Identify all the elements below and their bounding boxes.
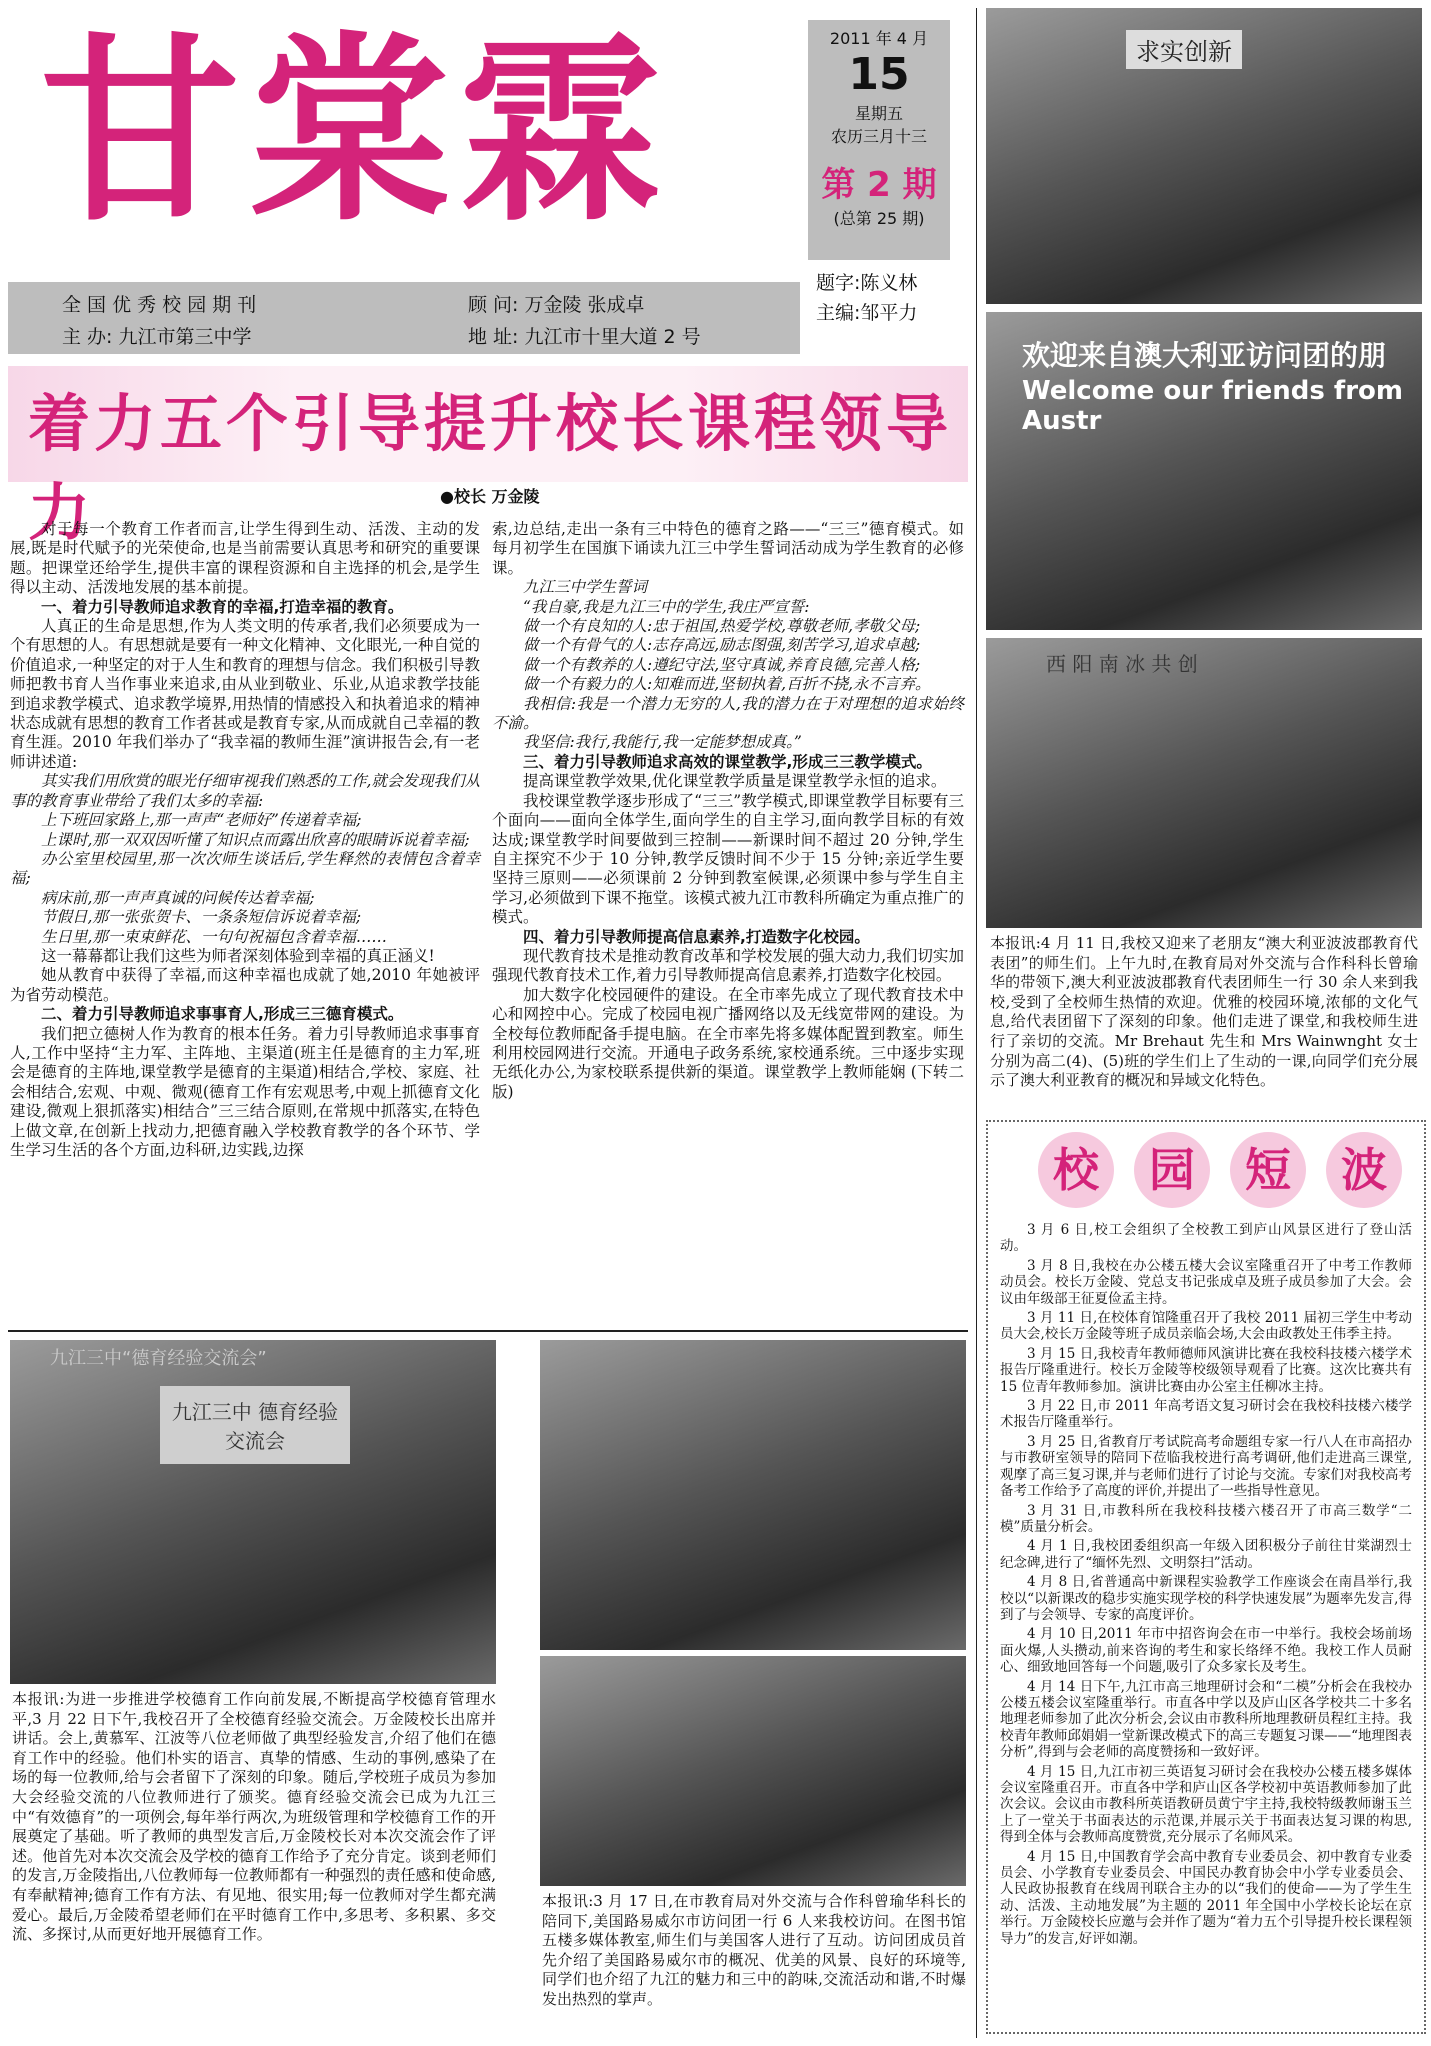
column-divider [976,8,977,2038]
title-char: 短 [1230,1132,1306,1208]
campus-news-box [986,1120,1426,2034]
oath-line: “我自豪,我是九江三中的学生,我庄严宣誓: [523,597,810,616]
oath-line: 做一个有教养的人:遵纪守法,坚守真诚,养育良德,完善人格; [523,655,921,674]
caption-text: 本报讯:为进一步推进学校德育工作向前发展,不断提高学校德育管理水平,3 月 22 日下午,我校召开了全校德育经验交流会。万金陵校长出席并讲话。会上,黄慕军、江波等八位老师做了典型经验发言,介绍了他们在德育工作中的经验。他们朴实的语言、真挚的情感、生动的事例,感染了在场的每一位教师,给与会者留下了深刻的印象。随后,学校班子成员为参加大会经验交流的八位教师进行了颁奖。德育经验交流会已成为九江三中“有效德育”的一项例会,每年举行两次,为班级管理和学校德育工作的开展奠定了基础。听了教师的典型发言后,万金陵校长对本次交流会作了评述。他首先对本次交流会及学校的德育工作给予了充分肯定。谈到老师们的发言,万金陵指出,八位教师每一位教师都有一种强烈的责任感和使命感,有奉献精神;德育工作有方法、有见地、很实用;每一位教师对学生都充满爱心。最后,万金陵希望老师们在平时德育工作中,多思考、多积累、多交流、多探讨,从而更好地开展德育工作。 [12,1690,496,1944]
editor-info [816,268,966,328]
quote-line: 上下班回家路上,那一声声“老师好”传递着幸福; [41,811,362,830]
news-item: 3 月 25 日,省教育厅考试院高考命题组专家一行八人在市高招办与市教研室领导的陪同下莅临我校进行高考调研,他们走进高三课堂,观摩了高三复习课,并与老师们进行了讨论与交流。专家们对我校高考备考工作给予了高度的评价,并提出了一些指导性意见。 [1000,1433,1412,1500]
campus-news-list [1000,1222,1412,1950]
news-item: 3 月 15 日,我校青年教师德师风演讲比赛在我校科技楼六楼学术报告厅隆重进行。校长万金陵等校级领导观看了比赛。这次比赛共有 15 位青年教师参加。演讲比赛由办公室主任柳冰主持。 [1000,1345,1412,1395]
paragraph: 我校课堂教学逐步形成了“三三”教学模式,即课堂教学目标要有三个面向——面向全体学生,面向学生的自主学习,面向教学目标的有效达成;课堂教学时间要做到三控制——新课时间不超过 20 分钟,学生自主探究不少于 10 分钟,教学反馈时间不少于 15 分钟;亲近学生要坚持三原则——必须课前 2 分钟到教室候课,必须课中参与学生自主学习,必须做到下课不拖堂。该模式被九江市教科所确定为重点推广的模式。 [492,791,964,927]
news-item: 3 月 11 日,在校体育馆隆重召开了我校 2011 届初三学生中考动员大会,校长万金陵等班子成员亲临会场,大会由政教处王伟季主持。 [1000,1310,1412,1343]
paragraph: 索,边总结,走出一条有三中特色的德育之路——“三三”德育模式。如每月初学生在国旗下诵读九江三中学生誓词活动成为学生教育的必修课。 [492,520,964,577]
photo-us-delegation-classroom [540,1340,966,1650]
info-host: 主 办: 九江市第三中学 [62,326,252,348]
welcome-banner-en: Welcome our friends from Austr [1022,376,1404,436]
news-item: 4 月 1 日,我校团委组织高一年级入团积极分子前往甘棠湖烈士纪念碑,进行了“缅怀先烈、文明祭扫”活动。 [1000,1538,1412,1571]
paragraph: 现代教育技术是推动教育改革和学校发展的强大动力,我们切实加强现代教育技术工作,着力引导教师提高信息素养,打造数字化校园。 [492,946,964,985]
oath-line: 做一个有骨气的人:志存高远,励志图强,刻苦学习,追求卓越; [523,636,921,655]
info-address: 地 址: 九江市十里大道 2 号 [468,326,701,348]
news-item: 4 月 15 日,九江市初三英语复习研讨会在我校办公楼五楼多媒体会议室隆重召开。市直各中学和庐山区各学校初中英语教师参加了此次会议。会议由市教科所英语教研员黄宁宇主持,我校特级教师谢玉兰上了一堂关于书面表达的示范课,并展示关于书面表达复习课的构思,得到全体与会教师高度赞赏,充分展示了名师风采。 [1000,1763,1412,1846]
article-column-1 [10,520,480,1160]
paragraph: 对于每一个教育工作者而言,让学生得到生动、活泼、主动的发展,既是时代赋予的光荣使命,也是当前需要认真思考和研究的重要课题。把课堂还给学生,提供丰富的课程资源和自主选择的机会,是学生得以主动、活泼地发展的基本前提。 [10,520,480,597]
paragraph: 她从教育中获得了幸福,而这种幸福也成就了她,2010 年她被评为省劳动模范。 [10,966,480,1004]
info-advisors: 顾 问: 万金陵 张成卓 [468,294,645,316]
welcome-banner-cn: 欢迎来自澳大利亚访问团的朋 [1022,339,1387,372]
title-char: 园 [1134,1132,1210,1208]
blackboard-text: 西 阳 南 冰 共 创 [1046,652,1198,676]
caption-australia [990,934,1418,1091]
section-heading: 一、着力引导教师追求教育的幸福,打造幸福的教育。 [41,597,404,616]
title-char: 波 [1326,1132,1402,1208]
section-heading: 二、着力引导教师追求事事育人,形成三三德育模式。 [41,1005,404,1024]
news-item: 4 月 14 日下午,九江市高三地理研讨会和“二模”分析会在我校办公楼五楼会议室隆重举行。市直各中学以及庐山区各学校共二十多名地理老师参加了此次分析会,会议由市教科所地理教研员程红主持。我校青年教师邱娟娟一堂新课改模式下的高三专题复习课——“地理图表分析”,得到与会老师的高度赞扬和一致好评。 [1000,1678,1412,1761]
section-heading: 四、着力引导教师提高信息素养,打造数字化校园。 [523,927,870,946]
paragraph: 提高课堂教学效果,优化课堂教学质量是课堂教学永恒的追求。 [523,772,947,791]
news-item: 3 月 31 日,市教科所在我校科技楼六楼召开了市高三数学“二模”质量分析会。 [1000,1502,1412,1535]
news-item: 4 月 10 日,2011 年市中招咨询会在市一中举行。我校会场前场面火爆,人头攒动,前来咨询的考生和家长络绎不绝。我校工作人员耐心、细致地回答每一个问题,吸引了众多家长及考生。 [1000,1626,1412,1676]
headline: 着力五个引导提升校长课程领导力 [28,387,953,549]
info-bar [8,282,800,354]
photo-moral-conference [10,1340,496,1684]
caption-moral [12,1690,496,1945]
article-column-2 [492,520,964,1102]
paragraph: 我们把立德树人作为教育的根本任务。着力引导教师追求事事育人,工作中坚持“主力军、主阵地、主渠道(班主任是德育的主力军,班会是德育的主阵地,课堂教学是德育的主渠道)相结合,学校、家庭、社会相结合,宏观、中观、微观(德育工作有宏观思考,中观上抓德育文化建设,微观上狠抓落实)相结合”三三结合原则,在常规中抓落实,在特色上做文章,在创新上找动力,把德育融入学校教育教学的各个环节、学生学习生活的各个方面,边科研,边实践,边探 [10,1024,480,1159]
oath-line: 我坚信:我行,我能行,我一定能梦想成真。” [523,733,802,752]
calligraphy-credit: 题字:陈义林 [816,272,918,294]
date-lunar: 农历三月十三 [830,127,927,146]
info-type: 全 国 优 秀 校 园 期 刊 [62,294,257,316]
date-day: 15 [848,49,910,100]
oath-line: 做一个有良知的人:忠于祖国,热爱学校,尊敬老师,孝敬父母; [523,617,921,636]
campus-news-title [1038,1132,1422,1208]
quote-line: 上课时,那一双双因听懂了知识点而露出欣喜的眼睛诉说着幸福; [41,830,470,849]
date-box [808,20,950,260]
newspaper-title: 甘棠霖 [40,16,671,249]
caption-text: 本报讯:4 月 11 日,我校又迎来了老朋友“澳大利亚波波郡教育代表团”的师生们。上午九时,在教育局对外交流与合作科科长曾瑜华的带领下,澳大利亚波波郡教育代表团师生一行 30 余人来到我校,受到了全校师生热情的欢迎。优雅的校园环境,浓郁的文化气息,给代表团留下了深刻的印象。他们走进了课堂,和我校师生进行了亲切的交流。Mr Brehaut 先生和 Mrs Wainwnght 女士分别为高二(4)、(5)班的学生们上了生动的一课,向同学们充分展示了澳大利亚教育的概况和异域文化特色。 [990,934,1418,1090]
section-heading: 三、着力引导教师追求高效的课堂教学,形成三三教学模式。 [523,752,932,771]
photo-welcome-delegation [986,312,1422,630]
oath-line: 做一个有毅力的人:知难而进,坚韧执着,百折不挠,永不言弃。 [523,675,931,694]
caption-usa [542,1892,966,2010]
masthead [40,8,780,278]
photo-us-delegation-hall [540,1656,966,1886]
caption-text: 本报讯:3 月 17 日,在市教育局对外交流与合作科曾瑜华科长的陪同下,美国路易威尔市访问团一行 6 人来我校访问。在图书馆五楼多媒体教室,师生们与美国客人进行了互动。访问团成员首先介绍了美国路易威尔市的概况、优美的风景、良好的环境等,同学们也介绍了九江的魅力和三中的韵味,交流活动和谐,不时爆发出热烈的掌声。 [542,1892,966,2008]
photo-banner: 求实创新 [1126,30,1242,69]
date-year-month: 2011 年 4 月 [829,29,929,48]
quote-line: 其实我们用欣赏的眼光仔细审视我们熟悉的工作,就会发现我们从事的教育事业带给了我们太多的幸福: [10,772,480,810]
quote-line: 生日里,那一束束鲜花、一句句祝福包含着幸福…… [41,927,387,946]
paragraph: 加大数字化校园硬件的建设。在全市率先成立了现代教育技术中心和网控中心。完成了校园电视广播网络以及无线宽带网的建设。为全校每位教师配备手提电脑。在全市率先将多媒体配置到教室。师生利用校园网进行交流。开通电子政务系统,家校通系统。三中逐步实现无纸化办公,为家校联系提供新的渠道。课堂教学上教师能娴 (下转二版) [492,985,964,1101]
title-char: 校 [1038,1132,1114,1208]
issue-total: (总第 25 期) [833,209,925,228]
news-item: 3 月 8 日,我校在办公楼五楼大会议室隆重召开了中考工作教师动员会。校长万金陵、党总支书记张成卓及班子成员参加了大会。会议由年级部王征夏俭孟主持。 [1000,1257,1412,1307]
date-weekday: 星期五 [854,104,903,123]
paragraph: 人真正的生命是思想,作为人类文明的传承者,我们必须要成为一个有思想的人。有思想就是要有一种文化精神、文化眼光,一种自觉的价值追求,一种坚定的对于人生和教育的理想与信念。我们积极引导教师把教书育人当作事业来追求,由从业到敬业、乐业,从追求教学技能到追求教学模式、追求教学境界,用热情的情感投入和执着追求的精神状态成就有思想的教育工作者甚或是教育专家,从而成就自己幸福的教育生涯。2010 年我们举办了“我幸福的教师生涯”演讲报告会,有一老师讲述道: [10,617,480,771]
photo-classroom-visit [986,8,1422,304]
quote-line: 办公室里校园里,那一次次师生谈话后,学生释然的表情包含着幸福; [10,849,480,888]
photo-banner: 九江三中“德育经验交流会” [50,1348,267,1369]
paragraph: 这一幕幕都让我们这些为师者深刻体验到幸福的真正涵义! [41,946,435,965]
photo-sign: 九江三中 德育经验交流会 [160,1386,350,1464]
news-item: 4 月 15 日,中国教育学会高中教育专业委员会、初中教育专业委员会、小学教育专业委员会、中国民办教育协会中小学专业委员会、人民政协报教育在线周刊联合主办的以“我们的使命——为了学生生动、活泼、主动地发展”为主题的 2011 年全国中小学校长论坛在京举行。万金陵校长应邀与会并作了题为“着力五个引导提升校长课程领导力”的发言,好评如潮。 [1000,1848,1412,1947]
news-item: 3 月 6 日,校工会组织了全校教工到庐山风景区进行了登山活动。 [1000,1222,1412,1255]
photo-australian-teacher [986,638,1422,928]
issue-number: 第 2 期 [821,165,937,205]
news-item: 4 月 8 日,省普通高中新课程实验教学工作座谈会在南昌举行,我校以“以新课改的稳步实施实现学校的科学快速发展”为题率先发言,得到了与会领导、专家的高度评价。 [1000,1574,1412,1623]
section-divider [8,1330,968,1332]
oath-line: 我相信:我是一个潜力无穷的人,我的潜力在于对理想的追求始终不渝。 [492,694,964,733]
oath-title: 九江三中学生誓词 [523,578,648,597]
quote-line: 病床前,那一声声真诚的问候传达着幸福; [41,888,315,907]
news-item: 3 月 22 日,市 2011 年高考语文复习研讨会在我校科技楼六楼学术报告厅隆重举行。 [1000,1398,1412,1431]
quote-line: 节假日,那一张张贺卡、一条条短信诉说着幸福; [41,908,362,927]
byline: ●校长 万金陵 [440,487,540,506]
chief-editor: 主编:邹平力 [816,302,918,324]
